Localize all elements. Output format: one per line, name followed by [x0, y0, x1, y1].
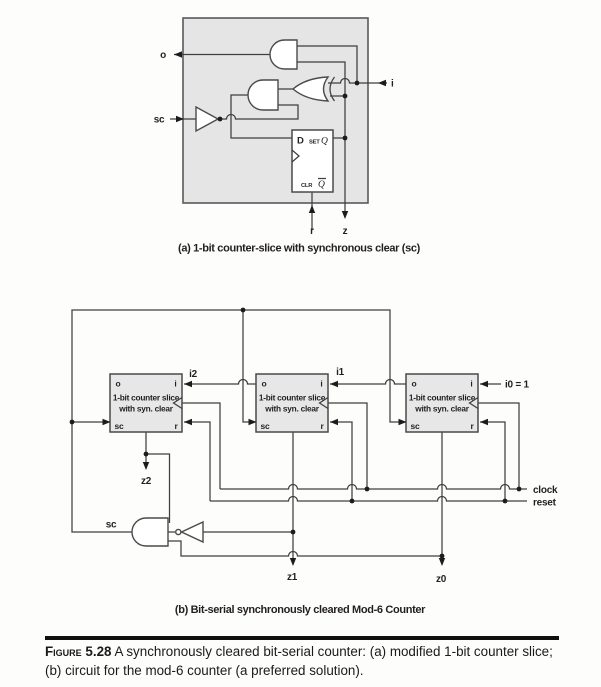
diagram-b-mod6-counter [70, 308, 558, 616]
slice0-o: o [411, 378, 417, 389]
figure-caption-rule [45, 636, 559, 640]
port-z-label: z [342, 226, 348, 237]
ff-q-label: Q [321, 136, 328, 147]
label-clock: clock [533, 485, 558, 496]
label-z1: z1 [286, 572, 298, 583]
d-flipflop [292, 130, 333, 192]
slice2-sc: sc [114, 421, 124, 431]
slice0-line1: 1-bit counter slice [408, 392, 476, 403]
ff-set-label: SET [309, 139, 320, 146]
slice0-i: i [470, 378, 473, 389]
diagram-a-counter-slice [154, 18, 421, 255]
slice-block-0 [406, 374, 478, 432]
caption-a: (a) 1-bit counter-slice with synchronous clear (sc) [178, 242, 420, 255]
figure-caption-text: A synchronously cleared bit-serial counter: (a) modified 1-bit counter slice; (b) circuit for the mod-6 counter (a preferred solution). [45, 644, 553, 678]
slice-block-2 [110, 374, 182, 432]
inverter-bubble [176, 529, 181, 534]
slice1-line1: 1-bit counter slice [258, 392, 326, 403]
slice0-line2: with syn. clear [415, 403, 469, 414]
ff-clr-label: CLR [301, 183, 313, 189]
slice2-i: i [174, 378, 177, 389]
and-gate-next-state [248, 80, 278, 110]
ff-qbar-label: Q [318, 180, 325, 190]
figure-caption [45, 643, 562, 680]
slice1-line2: with syn. clear [265, 403, 319, 414]
slice2-line1: 1-bit counter slice [112, 392, 180, 403]
label-i1: i1 [336, 367, 344, 378]
label-sc: sc [105, 519, 117, 531]
label-reset: reset [533, 497, 556, 509]
port-o-label: o [160, 50, 166, 61]
and-gate-carry [270, 40, 297, 69]
inverter-gate [182, 522, 204, 542]
label-i2: i2 [189, 369, 197, 380]
and-gate-sc-detect [132, 518, 168, 546]
slice1-r: r [320, 421, 324, 431]
port-i-label: i [391, 78, 394, 90]
label-z0: z0 [435, 574, 447, 585]
slice1-sc: sc [260, 421, 270, 431]
caption-b: (b) Bit-serial synchronously cleared Mod-6 Counter [174, 604, 426, 616]
label-z2: z2 [140, 476, 152, 487]
figure-number: Figure 5.28 [45, 644, 112, 659]
slice0-sc: sc [410, 421, 420, 431]
label-i0: i0 = 1 [505, 379, 529, 391]
slice2-line2: with syn. clear [119, 403, 173, 414]
port-sc-label: sc [153, 114, 165, 126]
slice1-o: o [261, 378, 267, 389]
slice-block-1 [256, 374, 328, 432]
slice0-r: r [470, 421, 474, 431]
slice2-r: r [174, 421, 178, 431]
ff-d-label: D [297, 135, 304, 147]
port-r-label: r [310, 226, 314, 237]
slice1-i: i [320, 378, 323, 389]
slice2-o: o [115, 378, 121, 389]
